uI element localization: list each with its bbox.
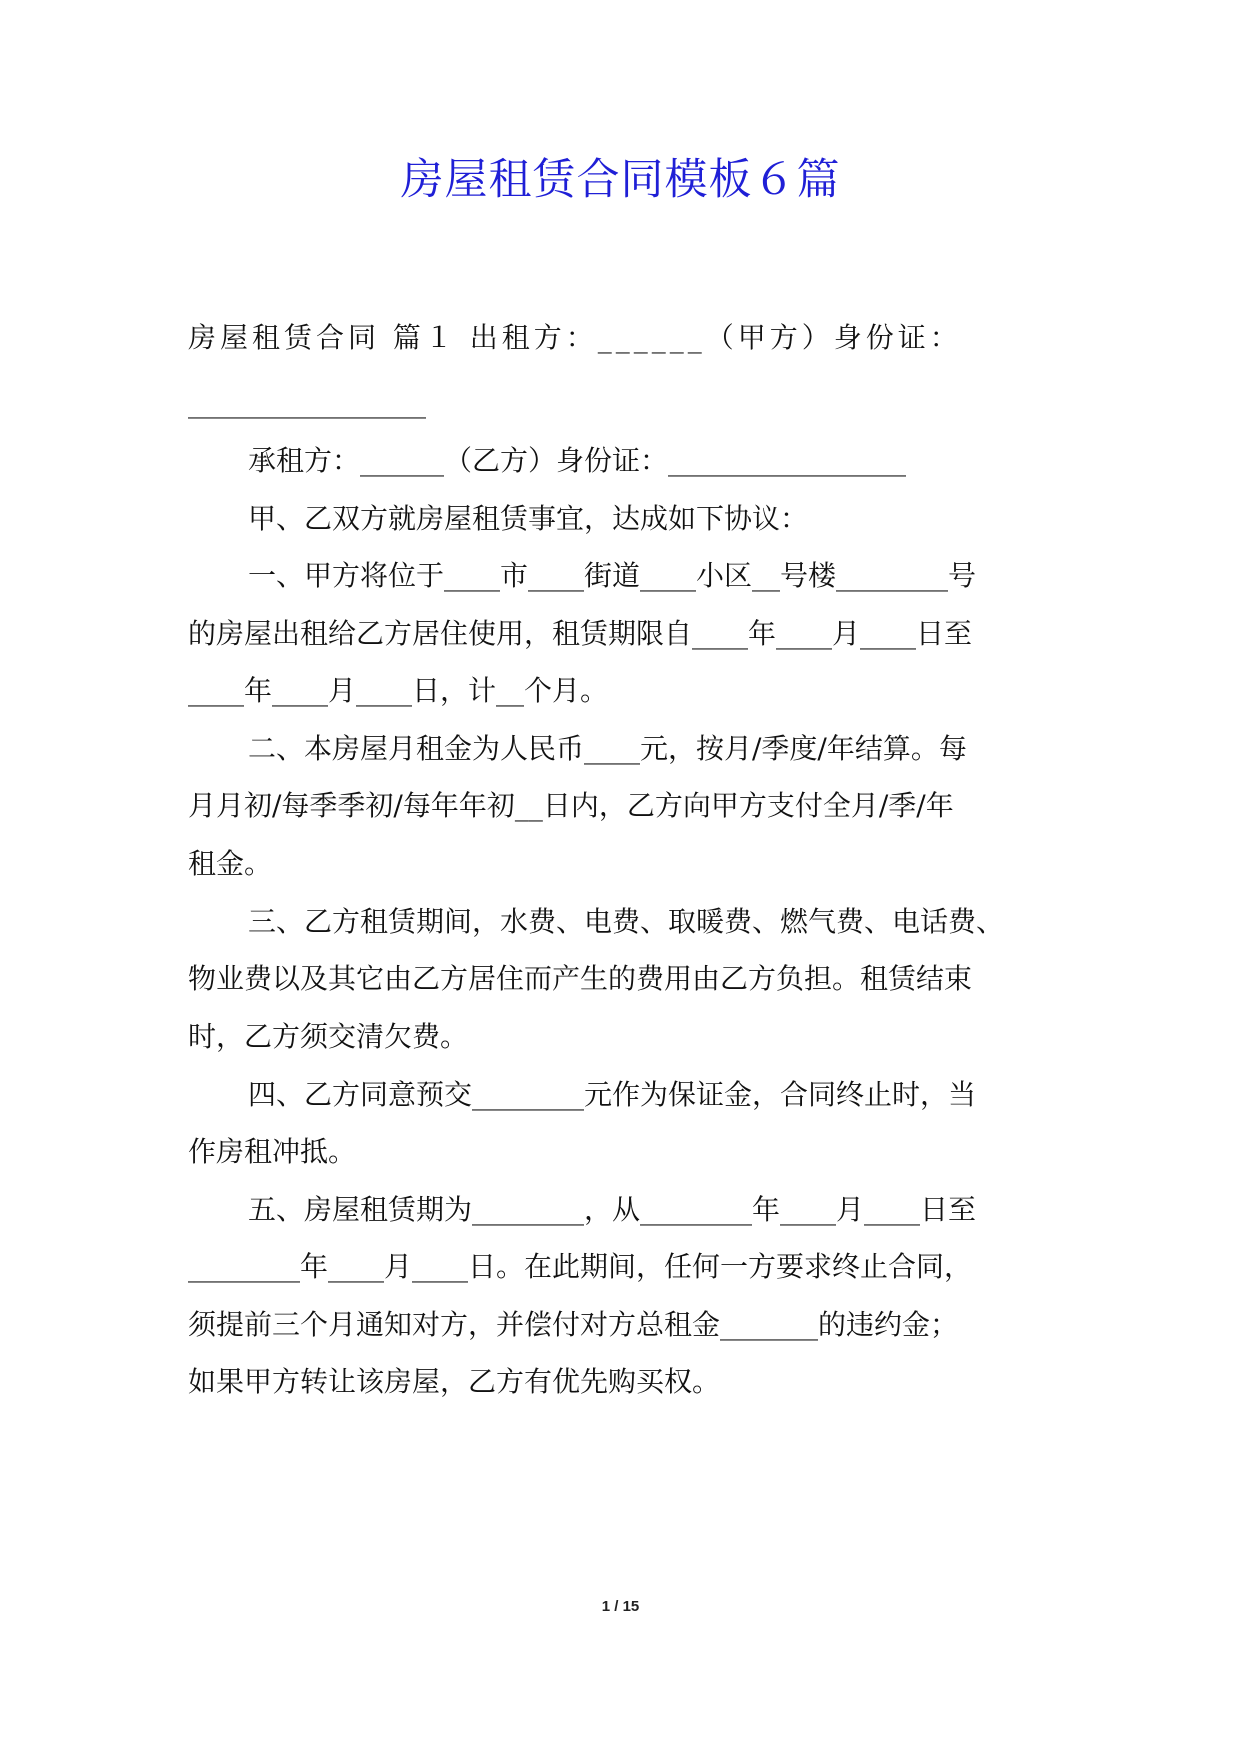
text-line: 四、乙方同意预交________元作为保证金，合同终止时，当 [248,1078,977,1111]
text-line: 须提前三个月通知对方，并偿付对方总租金_______的违约金； [188,1308,959,1341]
text-line: 一、甲方将位于____市____街道____小区__号楼________号 [248,559,977,592]
text-line: 时，乙方须交清欠费。 [188,1020,469,1053]
text-line: ________年____月____日。在此期间，任何一方要求终止合同， [188,1250,973,1283]
text-line: 租金。 [188,847,273,880]
document-title: 房屋租赁合同模板６篇 [400,155,841,205]
text-line: 房屋租赁合同 篇１ 出租方：______（甲方）身份证： [188,321,962,354]
text-line: 物业费以及其它由乙方居住而产生的费用由乙方负担。租赁结束 [188,962,973,995]
text-line: ____年____月____日，计__个月。 [188,674,609,707]
page-number: 1 / 15 [601,1598,640,1615]
text-line: 承租方：______（乙方）身份证：_________________ [248,444,907,477]
text-line: 如果甲方转让该房屋，乙方有优先购买权。 [188,1365,721,1398]
text-line: 三、乙方租赁期间，水费、电费、取暖费、燃气费、电话费、 [248,905,1005,938]
text-line: 二、本房屋月租金为人民币____元，按月/季度/年结算。每 [248,732,967,765]
text-line: 月月初/每季季初/每年年初__日内，乙方向甲方支付全月/季/年 [188,789,954,822]
text-line: 作房租冲抵。 [188,1135,357,1168]
text-line: 甲、乙双方就房屋租赁事宜，达成如下协议： [248,502,809,535]
text-line: 的房屋出租给乙方居住使用，租赁期限自____年____月____日至 [188,617,973,650]
text-line: 五、房屋租赁期为________，从________年____月____日至 [248,1193,977,1226]
text-line: _________________ [188,386,426,419]
